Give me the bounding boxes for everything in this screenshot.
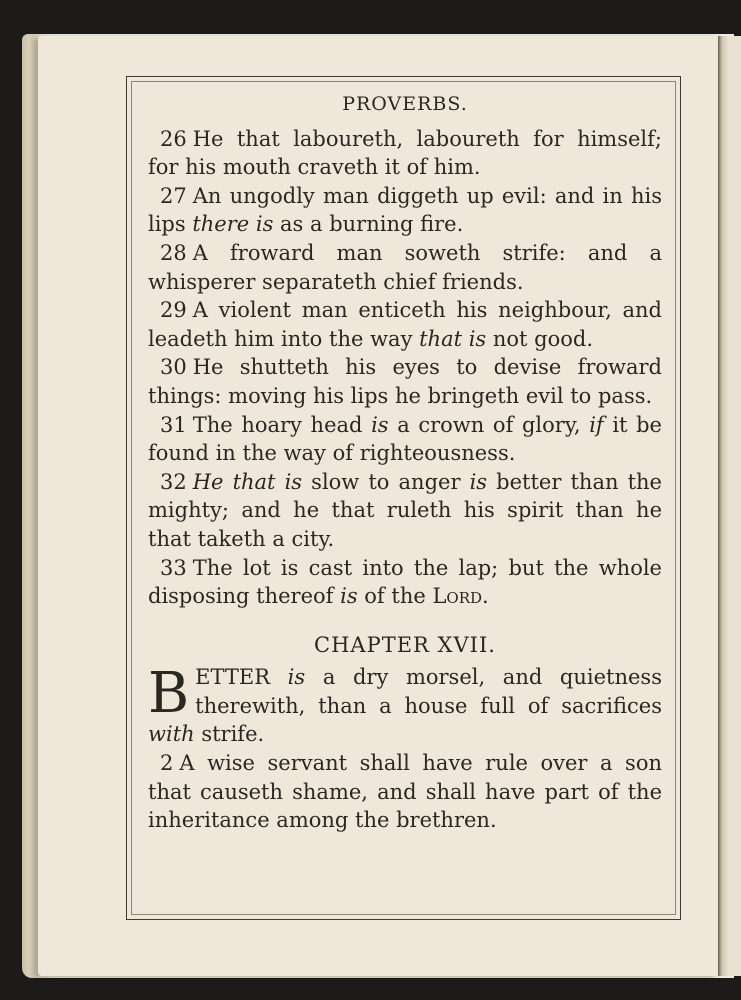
verse: [148, 353, 662, 410]
verse-text: A violent man enticeth his neighbour, and leadeth him into the way: [148, 298, 662, 351]
verse-text: .: [482, 584, 489, 609]
running-head: PROVERBS.: [342, 93, 468, 115]
italic-text: is: [287, 665, 306, 690]
verse-number: 27: [160, 183, 187, 208]
verse-text: better than the mighty; and he that ruleth his spirit than he that taketh a city.: [148, 469, 662, 551]
italic-text: is: [469, 469, 488, 494]
verse-number: 32: [160, 469, 187, 494]
verse: [148, 554, 662, 611]
verse-text: He that laboureth, laboureth for himself; for his mouth craveth it of him.: [148, 126, 662, 180]
italic-text: with: [148, 722, 195, 747]
italic-text: if: [589, 412, 604, 437]
verse: [148, 749, 662, 835]
verse: [148, 125, 662, 182]
verse-text: The hoary head: [192, 412, 372, 437]
italic-text: there is: [192, 212, 274, 237]
italic-text: is: [340, 584, 358, 609]
verse: [148, 468, 662, 554]
verse-text: as a burning fire.: [273, 212, 464, 237]
verse: [148, 411, 662, 468]
italic-text: that is: [419, 326, 487, 351]
verse-text: not good.: [486, 326, 594, 351]
verse-number: 2: [160, 751, 174, 776]
small-caps-text: Lord: [432, 584, 483, 609]
verse-number: 31: [160, 412, 187, 437]
verse-text: strife.: [194, 722, 265, 747]
verse-text: it be found in the way of righteousness.: [148, 412, 662, 466]
verses-before: [148, 125, 662, 611]
verse-text: ETTER: [195, 665, 288, 690]
verse-text: The lot is cast into the lap; but the whole disposing thereof: [148, 555, 662, 609]
italic-text: is: [371, 412, 389, 437]
verse-text: of the: [357, 584, 433, 609]
adjacent-page-edge: [718, 36, 741, 976]
verse-text: a crown of glory,: [388, 412, 590, 437]
verse-number: 33: [160, 555, 187, 580]
verse-text: An ungodly man diggeth up evil: and in his lips: [148, 183, 662, 237]
verses-after: [148, 749, 662, 835]
chapter-heading: CHAPTER XVII.: [314, 632, 496, 657]
opening-verse: [148, 663, 662, 749]
italic-text: He that is: [192, 469, 303, 494]
verse-number: 30: [160, 355, 187, 380]
verse-text: A froward man soweth strife: and a whisperer separateth chief friends.: [148, 240, 662, 294]
verse-number: 29: [160, 298, 187, 323]
verse-text: slow to anger: [302, 469, 470, 494]
verse-text: He shutteth his eyes to devise froward things: moving his lips he bringeth evil to pass.: [148, 355, 662, 408]
verse: [148, 182, 662, 239]
verse-number: 26: [160, 126, 187, 151]
verse-text: A wise servant shall have rule over a son that causeth shame, and shall have part of the inheritance among the brethren.: [148, 751, 662, 833]
page-text-block: [148, 90, 662, 835]
verse-number: 28: [160, 240, 187, 265]
verse: [148, 239, 662, 296]
verse-text: a dry morsel, and quietness therewith, than a house full of sacrifices: [195, 665, 662, 718]
verse: [148, 296, 662, 353]
drop-cap: B: [148, 661, 190, 727]
